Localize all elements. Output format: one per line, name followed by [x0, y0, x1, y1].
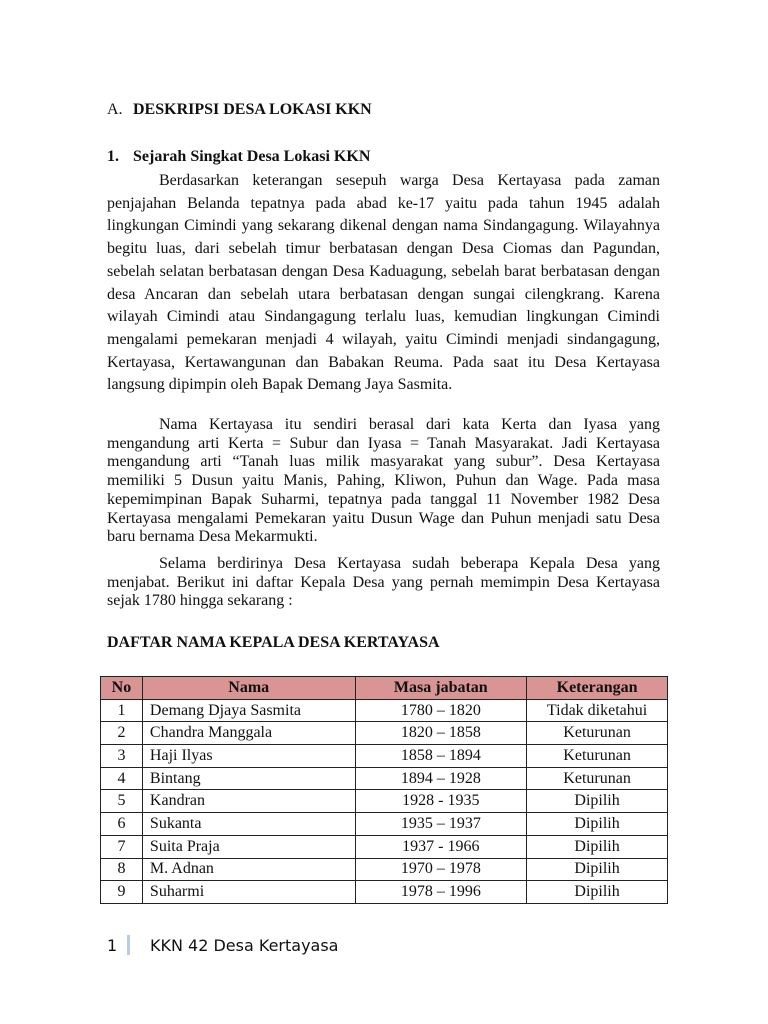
paragraph-name-origin: Nama Kertayasa itu sendiri berasal dari kata Kerta dan Iyasa yang mengandung arti Kerta = Subur dan Iyasa = Tanah Masyarakat. Jadi Kertayasa mengandung arti “Tanah luas milik masyarakat yang subur”. Desa Kertayasa memiliki 5 Dusun yaitu Manis, Pahing, Kliwon, Puhun dan Wage. Pada masa kepemimpinan Bapak Suharmi, tepatnya pada tanggal 11 November 1982 Desa Kertayasa mengalami Pemekaran yaitu Dusun Wage dan Puhun menjadi satu Desa baru bernama Desa Mekarmukti. [107, 416, 660, 546]
cell-nama: M. Adnan [142, 858, 355, 881]
section-heading [107, 101, 372, 119]
table-row [101, 835, 668, 858]
table-row [101, 790, 668, 813]
cell-nama: Chandra Manggala [142, 722, 355, 745]
cell-nama: Haji Ilyas [142, 745, 355, 768]
paragraph-list-intro: Selama berdirinya Desa Kertayasa sudah beberapa Kepala Desa yang menjabat. Berikut ini daftar Kepala Desa yang pernah memimpin Desa Kertayasa sejak 1780 hingga sekarang : [107, 555, 660, 610]
table-row [101, 699, 668, 722]
table-header-row [101, 677, 668, 700]
table-row [101, 767, 668, 790]
cell-nama: Suita Praja [142, 835, 355, 858]
cell-nama: Sukanta [142, 813, 355, 836]
village-heads-table [100, 676, 668, 904]
cell-masa-jabatan: 1937 - 1966 [355, 835, 527, 858]
cell-keterangan: Keturunan [527, 767, 668, 790]
footer-text: KKN 42 Desa Kertayasa [150, 935, 339, 955]
cell-no: 9 [101, 881, 143, 904]
cell-masa-jabatan: 1928 - 1935 [355, 790, 527, 813]
header-keterangan: Keterangan [527, 677, 668, 700]
cell-masa-jabatan: 1970 – 1978 [355, 858, 527, 881]
cell-keterangan: Dipilih [527, 835, 668, 858]
header-nama: Nama [142, 677, 355, 700]
cell-no: 1 [101, 699, 143, 722]
cell-no: 5 [101, 790, 143, 813]
footer-divider [127, 935, 130, 955]
cell-no: 6 [101, 813, 143, 836]
paragraph-history: Berdasarkan keterangan sesepuh warga Desa Kertayasa pada zaman penjajahan Belanda tepatnya pada abad ke-17 yaitu pada tahun 1945 adalah lingkungan Cimindi yang sekarang dikenal dengan nama Sindangagung. Wilayahnya begitu luas, dari sebelah timur berbatasan dengan Desa Ciomas dan Pagundan, sebelah selatan berbatasan dengan Desa Kaduagung, sebelah barat berbatasan dengan desa Ancaran dan sebelah utara berbatasan dengan sungai cilengkrang. Karena wilayah Cimindi atau Sindangagung terlalu luas, kemudian lingkungan Cimindi mengalami pemekaran menjadi 4 wilayah, yaitu Cimindi menjadi sindangagung, Kertayasa, Kertawangunan dan Babakan Reuma. Pada saat itu Desa Kertayasa langsung dipimpin oleh Bapak Demang Jaya Sasmita. [107, 172, 660, 394]
cell-keterangan: Dipilih [527, 813, 668, 836]
table-row [101, 858, 668, 881]
subsection-heading [107, 148, 370, 166]
table-row [101, 813, 668, 836]
cell-no: 7 [101, 835, 143, 858]
header-no: No [101, 677, 143, 700]
cell-keterangan: Keturunan [527, 745, 668, 768]
cell-no: 2 [101, 722, 143, 745]
page-footer [107, 934, 338, 956]
cell-masa-jabatan: 1858 – 1894 [355, 745, 527, 768]
cell-nama: Kandran [142, 790, 355, 813]
table-row [101, 745, 668, 768]
header-masa-jabatan: Masa jabatan [355, 677, 527, 700]
cell-masa-jabatan: 1780 – 1820 [355, 699, 527, 722]
cell-nama: Demang Djaya Sasmita [142, 699, 355, 722]
cell-keterangan: Keturunan [527, 722, 668, 745]
cell-nama: Suharmi [142, 881, 355, 904]
cell-masa-jabatan: 1935 – 1937 [355, 813, 527, 836]
table-row [101, 881, 668, 904]
cell-nama: Bintang [142, 767, 355, 790]
cell-keterangan: Dipilih [527, 790, 668, 813]
table-title: DAFTAR NAMA KEPALA DESA KERTAYASA [107, 634, 440, 651]
cell-masa-jabatan: 1820 – 1858 [355, 722, 527, 745]
cell-keterangan: Dipilih [527, 881, 668, 904]
cell-masa-jabatan: 1978 – 1996 [355, 881, 527, 904]
section-title: DESKRIPSI DESA LOKASI KKN [133, 101, 372, 118]
section-letter: A. [107, 101, 123, 118]
subsection-title: Sejarah Singkat Desa Lokasi KKN [133, 148, 371, 165]
cell-keterangan: Dipilih [527, 858, 668, 881]
cell-keterangan: Tidak diketahui [527, 699, 668, 722]
cell-no: 3 [101, 745, 143, 768]
page-number: 1 [107, 935, 118, 955]
table-row [101, 722, 668, 745]
cell-no: 8 [101, 858, 143, 881]
cell-masa-jabatan: 1894 – 1928 [355, 767, 527, 790]
cell-no: 4 [101, 767, 143, 790]
subsection-number: 1. [107, 148, 119, 165]
